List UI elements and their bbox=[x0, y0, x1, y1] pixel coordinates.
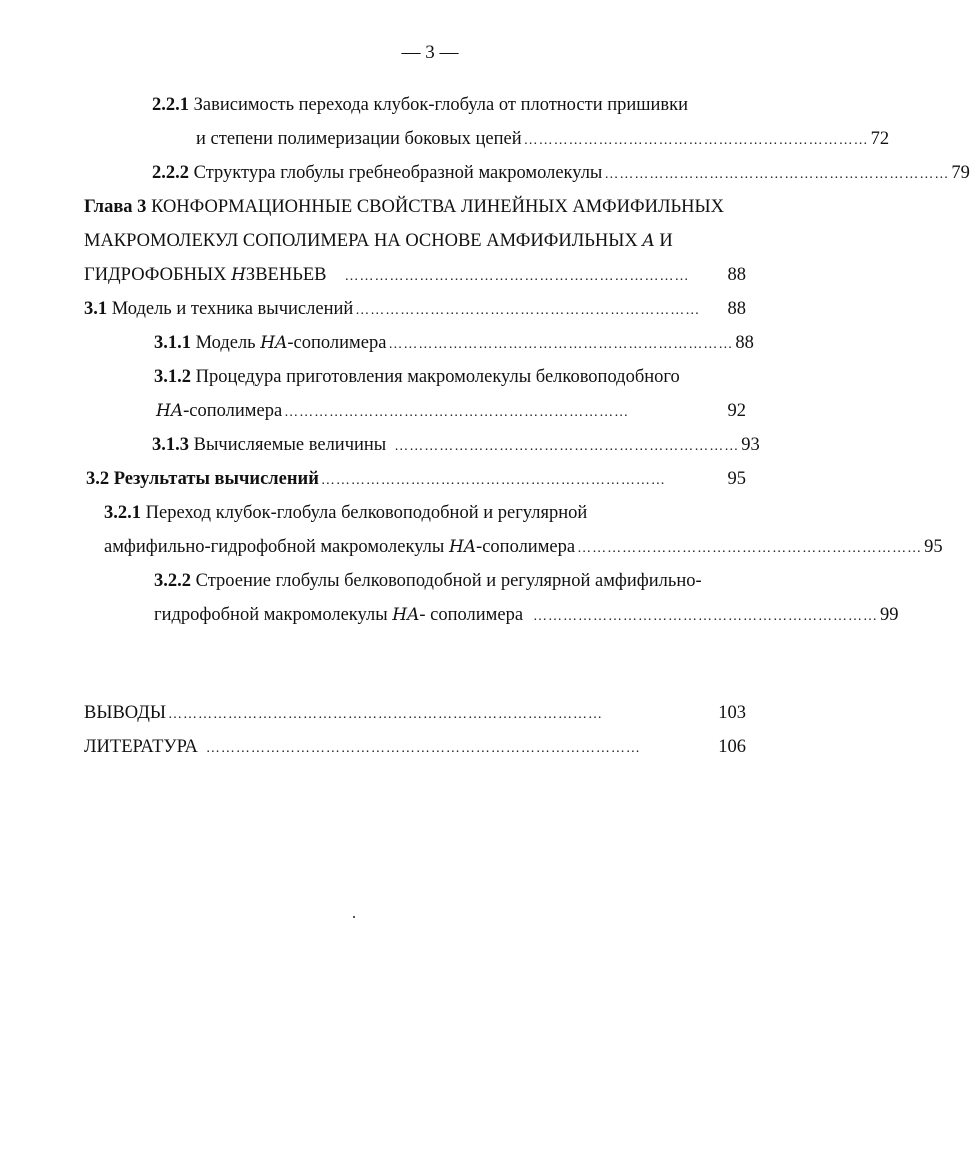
toc-entry-title: Строение глобулы белковоподобной и регулярной амфифильно- bbox=[195, 571, 702, 591]
toc-chapter-title: ЗВЕНЬЕВ bbox=[245, 265, 327, 285]
toc-page-number: 103 bbox=[718, 703, 746, 723]
toc-entry-title: Переход клубок-глобула белковоподобной и регулярной bbox=[145, 503, 588, 523]
ha-symbol: HA bbox=[156, 401, 184, 421]
toc-entry-number: 3.1 bbox=[84, 299, 108, 319]
toc-entry-3-1-1 bbox=[154, 330, 754, 356]
ha-symbol: HA bbox=[260, 333, 288, 353]
toc-entry-3-1-2-line2 bbox=[156, 398, 746, 424]
toc-chapter-title: МАКРОМОЛЕКУЛ СОПОЛИМЕРА НА ОСНОВЕ АМФИФИЛЬНЫХ bbox=[84, 231, 643, 251]
page-number: — 3 — bbox=[401, 42, 459, 63]
toc-chapter-3-line3 bbox=[84, 262, 746, 288]
toc-entry-3-2-2-line1 bbox=[154, 568, 702, 594]
dot-leader: …………………………………………………………… bbox=[533, 609, 879, 624]
dot-leader: …………………………………………………………… bbox=[355, 303, 701, 318]
toc-entry-3-1-3 bbox=[152, 432, 760, 458]
toc-entry-title: ЛИТЕРАТУРА bbox=[84, 737, 198, 757]
toc-entry-3-2-1-line1 bbox=[104, 500, 587, 526]
toc-entry-number: 3.2.1 bbox=[104, 503, 141, 523]
toc-chapter-title: И bbox=[654, 231, 673, 251]
toc-entry-title: и степени полимеризации боковых цепей bbox=[196, 129, 522, 149]
toc-entry-2-2-1-line1 bbox=[152, 92, 688, 118]
dot-leader: …………………………………………………………………………… bbox=[168, 707, 604, 722]
ha-symbol: HA bbox=[392, 605, 420, 625]
toc-entry-3-2-1-line2 bbox=[104, 534, 943, 560]
toc-entry-number: 3.2.2 bbox=[154, 571, 191, 591]
dot-leader: …………………………………………………………… bbox=[344, 269, 690, 284]
toc-page-number: 93 bbox=[741, 435, 760, 455]
toc-page-number: 95 bbox=[727, 469, 746, 489]
toc-entry-title: Модель bbox=[195, 333, 261, 353]
toc-entry-title: -сополимера bbox=[476, 537, 576, 557]
toc-entry-2-2-1-line2 bbox=[196, 126, 890, 152]
toc-entry-title: гидрофобной макромолекулы bbox=[154, 605, 393, 625]
dot-leader: …………………………………………………………… bbox=[604, 167, 950, 182]
toc-chapter-3-line2 bbox=[84, 228, 673, 254]
toc-chapter-number: Глава 3 bbox=[84, 197, 147, 217]
hydrophobic-symbol: H bbox=[231, 265, 246, 285]
toc-entry-number: 2.2.2 bbox=[152, 163, 189, 183]
toc-entry-title: Модель и техника вычислений bbox=[111, 299, 354, 319]
scan-speck bbox=[353, 916, 355, 918]
toc-page-number: 72 bbox=[870, 129, 890, 149]
toc-entry-literature bbox=[84, 734, 746, 760]
toc-entry-3-2 bbox=[86, 466, 746, 492]
toc-entry-title: -сополимера bbox=[183, 401, 283, 421]
toc-page-number: 79 bbox=[951, 163, 970, 183]
toc-entry-2-2-2 bbox=[152, 160, 970, 186]
toc-chapter-title: ГИДРОФОБНЫХ bbox=[84, 265, 232, 285]
toc-entry-number: 3.1.1 bbox=[154, 333, 191, 353]
toc-page-number: 88 bbox=[735, 333, 754, 353]
toc-entry-title: Структура глобулы гребнеобразной макромолекулы bbox=[193, 163, 603, 183]
dot-leader: …………………………………………………………… bbox=[320, 473, 666, 488]
toc-entry-title: Зависимость перехода клубок-глобула от плотности пришивки bbox=[193, 95, 689, 115]
toc-page-number: 92 bbox=[727, 401, 746, 421]
toc-page-number: 88 bbox=[727, 265, 746, 285]
ha-symbol: HA bbox=[448, 537, 477, 557]
toc-entry-3-1-2-line1 bbox=[154, 364, 680, 390]
dot-leader: …………………………………………………………………………… bbox=[205, 741, 641, 756]
toc-entry-3-2-2-line2 bbox=[154, 602, 899, 628]
dot-leader: …………………………………………………………… bbox=[577, 541, 923, 556]
toc-chapter-3-line1 bbox=[84, 194, 724, 220]
toc-chapter-title: КОНФОРМАЦИОННЫЕ СВОЙСТВА ЛИНЕЙНЫХ АМФИФИЛЬНЫХ bbox=[151, 197, 724, 217]
toc-page-number: 88 bbox=[727, 299, 746, 319]
toc-entry-title: - сополимера bbox=[419, 605, 524, 625]
toc-entry-number: 3.2 bbox=[86, 469, 110, 489]
dot-leader: …………………………………………………………… bbox=[284, 405, 630, 420]
toc-page-number: 99 bbox=[880, 605, 899, 625]
toc-page-number: 95 bbox=[924, 537, 943, 557]
dot-leader: …………………………………………………………… bbox=[388, 337, 734, 352]
toc-entry-title: Результаты вычислений bbox=[113, 469, 319, 489]
toc-entry-title: амфифильно-гидрофобной макромолекулы bbox=[104, 537, 449, 557]
toc-entry-number: 3.1.2 bbox=[154, 367, 191, 387]
toc-entry-title: -сополимера bbox=[287, 333, 387, 353]
toc-entry-number: 2.2.1 bbox=[152, 95, 189, 115]
dot-leader: …………………………………………………………… bbox=[394, 439, 740, 454]
toc-entry-title: Вычисляемые величины bbox=[193, 435, 387, 455]
toc-entry-number: 3.1.3 bbox=[152, 435, 189, 455]
amphiphilic-symbol: A bbox=[642, 231, 655, 251]
toc-entry-title: ВЫВОДЫ bbox=[84, 703, 167, 723]
toc-page-number: 106 bbox=[718, 737, 746, 757]
dot-leader: …………………………………………………………… bbox=[523, 133, 869, 148]
toc-entry-conclusions bbox=[84, 700, 746, 726]
toc-entry-3-1 bbox=[84, 296, 746, 322]
toc-entry-title: Процедура приготовления макромолекулы белковоподобного bbox=[195, 367, 680, 387]
